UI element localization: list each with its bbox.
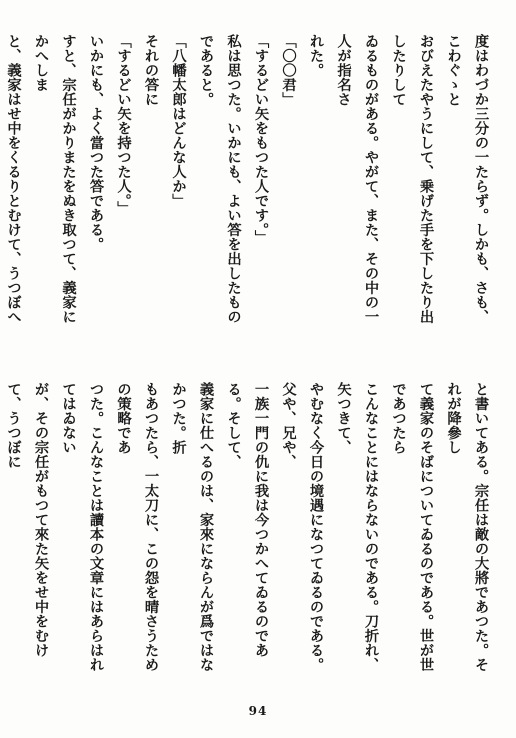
text-line: もあつたら、一太刀に、この怨を晴さうための策略であ xyxy=(115,382,159,672)
text-line: 度はわづか三分の一たらず。しかも、さも、こわぐゝと xyxy=(445,34,489,324)
text-line: と、義家はせ中をくるりとむけて、うつぼへ xyxy=(5,34,22,324)
text-line: 「〇〇君」 xyxy=(280,34,297,107)
text-line: やむなく今日の境遇になつてゐるのである。父や、兄や、 xyxy=(280,382,324,672)
text-line: こんなことにはならないのである。刀折れ、矢つきて、 xyxy=(335,382,379,672)
text-line: 義家に仕へるのは、家來にならんが爲ではなかつた。折 xyxy=(170,382,214,672)
text-line: 一族一門の仇に我は今つかへてゐるのである。そして、 xyxy=(225,382,269,658)
text-line: 私は思つた。いかにも、よい答を出したものであると。 xyxy=(198,34,242,324)
text-line: 「するどい矢を持つた人。」 xyxy=(115,34,132,216)
text-line: が、その宗任がもつて來た矢をせ中をむけて、うつぼに xyxy=(5,382,49,658)
text-line: それの答に xyxy=(143,34,159,107)
text-line: 「するどい矢をもつた人です。」 xyxy=(253,34,269,245)
text-line: て義家のそばについてゐるのである。世が世であつたら xyxy=(390,382,434,672)
page-number: 94 xyxy=(248,704,268,718)
text-line: れた。 xyxy=(308,34,324,78)
text-line: 「八幡太郎はどんな人か」 xyxy=(170,34,187,208)
text-line: と書いてある。宗任は敵の大將であつた。それが降參し xyxy=(445,382,489,672)
text-line: すと、宗任がかりまたをぬき取つて、義家にかへしま xyxy=(33,34,77,324)
upper-text-block xyxy=(5,34,494,334)
text-line: つた。こんなことは讀本の文章にはあらはれてはゐない xyxy=(60,382,104,672)
text-line: おびえたやうにして、乗げた手を下したり出したりして xyxy=(390,34,434,324)
lower-text-block xyxy=(5,382,494,682)
text-line: いかにも、よく當つた答である。 xyxy=(88,34,104,252)
text-line: ゐるものがある。やがて、また、その中の一人が指名さ xyxy=(335,34,379,324)
